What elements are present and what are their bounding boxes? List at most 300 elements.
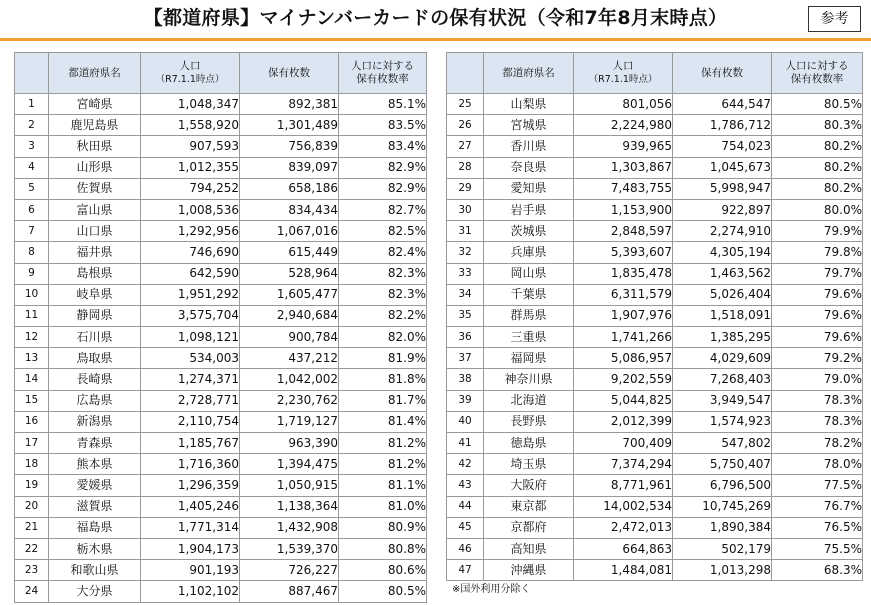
table-row — [15, 581, 427, 602]
table-header-row — [15, 53, 427, 94]
ratio-cell: 80.0% — [772, 199, 863, 220]
header-ratio-line1: 人口に対する — [351, 60, 414, 72]
population-cell: 5,393,607 — [574, 242, 673, 263]
holdings-cell: 1,385,295 — [673, 327, 772, 348]
prefecture-name-cell: 石川県 — [49, 327, 141, 348]
ratio-cell: 82.5% — [339, 221, 427, 242]
header-ratio-line2: 保有枚数率 — [356, 73, 409, 85]
holdings-cell: 10,745,269 — [673, 496, 772, 517]
holdings-cell: 900,784 — [240, 327, 339, 348]
rank-cell: 34 — [447, 284, 484, 305]
prefecture-name-cell: 新潟県 — [49, 411, 141, 432]
rank-cell: 6 — [15, 199, 49, 220]
ratio-cell: 81.1% — [339, 475, 427, 496]
population-cell: 1,185,767 — [141, 433, 240, 454]
population-cell: 907,593 — [141, 136, 240, 157]
rank-cell: 32 — [447, 242, 484, 263]
rank-cell: 1 — [15, 94, 49, 115]
population-cell: 2,012,399 — [574, 411, 673, 432]
prefecture-name-cell: 山形県 — [49, 157, 141, 178]
rank-cell: 14 — [15, 369, 49, 390]
population-cell: 5,044,825 — [574, 390, 673, 411]
prefecture-name-cell: 三重県 — [484, 327, 574, 348]
header-population — [141, 53, 240, 94]
table-row — [15, 178, 427, 199]
table-row — [447, 305, 863, 326]
holdings-cell: 1,890,384 — [673, 517, 772, 538]
population-cell: 1,405,246 — [141, 496, 240, 517]
header-ratio-line2: 保有枚数率 — [790, 73, 844, 85]
ratio-cell: 82.3% — [339, 263, 427, 284]
population-cell: 9,202,559 — [574, 369, 673, 390]
holdings-cell: 658,186 — [240, 178, 339, 199]
ratio-cell: 80.2% — [772, 178, 863, 199]
rank-cell: 35 — [447, 305, 484, 326]
header-rank — [15, 53, 49, 94]
population-cell: 1,835,478 — [574, 263, 673, 284]
ratio-cell: 82.7% — [339, 199, 427, 220]
header-holdings: 保有枚数 — [673, 53, 772, 94]
population-cell: 1,904,173 — [141, 538, 240, 559]
holdings-cell: 437,212 — [240, 348, 339, 369]
table-header-row — [447, 53, 863, 94]
population-cell: 7,374,294 — [574, 454, 673, 475]
rank-cell: 21 — [15, 517, 49, 538]
table-row — [15, 327, 427, 348]
rank-cell: 41 — [447, 433, 484, 454]
header-ratio — [772, 53, 863, 94]
table-row — [447, 369, 863, 390]
ratio-cell: 82.4% — [339, 242, 427, 263]
population-cell: 1,484,081 — [574, 560, 673, 581]
table-row — [447, 560, 863, 581]
ratio-cell: 80.2% — [772, 157, 863, 178]
table-row — [15, 475, 427, 496]
prefecture-name-cell: 高知県 — [484, 538, 574, 559]
holdings-cell: 892,381 — [240, 94, 339, 115]
rank-cell: 23 — [15, 560, 49, 581]
ratio-cell: 80.8% — [339, 538, 427, 559]
ratio-cell: 80.5% — [339, 581, 427, 602]
table-row — [447, 263, 863, 284]
population-cell: 2,848,597 — [574, 221, 673, 242]
prefecture-name-cell: 北海道 — [484, 390, 574, 411]
holdings-cell: 1,605,477 — [240, 284, 339, 305]
rank-cell: 7 — [15, 221, 49, 242]
population-cell: 2,728,771 — [141, 390, 240, 411]
ratio-cell: 81.8% — [339, 369, 427, 390]
table-row — [447, 390, 863, 411]
table-row — [447, 517, 863, 538]
prefecture-name-cell: 徳島県 — [484, 433, 574, 454]
prefecture-name-cell: 広島県 — [49, 390, 141, 411]
ratio-cell: 82.2% — [339, 305, 427, 326]
prefecture-name-cell: 熊本県 — [49, 454, 141, 475]
prefecture-name-cell: 長崎県 — [49, 369, 141, 390]
prefecture-name-cell: 埼玉県 — [484, 454, 574, 475]
holdings-cell: 1,045,673 — [673, 157, 772, 178]
holdings-cell: 726,227 — [240, 560, 339, 581]
holdings-cell: 963,390 — [240, 433, 339, 454]
table-row — [447, 242, 863, 263]
ratio-cell: 81.2% — [339, 454, 427, 475]
holdings-cell: 1,138,364 — [240, 496, 339, 517]
rank-cell: 40 — [447, 411, 484, 432]
holdings-cell: 7,268,403 — [673, 369, 772, 390]
population-cell: 3,575,704 — [141, 305, 240, 326]
title-divider — [0, 38, 871, 41]
prefecture-name-cell: 福井県 — [49, 242, 141, 263]
header-population — [574, 53, 673, 94]
holdings-cell: 1,539,370 — [240, 538, 339, 559]
table-row — [447, 94, 863, 115]
table-row — [15, 305, 427, 326]
rank-cell: 36 — [447, 327, 484, 348]
prefecture-name-cell: 兵庫県 — [484, 242, 574, 263]
population-cell: 664,863 — [574, 538, 673, 559]
header-holdings: 保有枚数 — [240, 53, 339, 94]
population-cell: 801,056 — [574, 94, 673, 115]
ratio-cell: 76.5% — [772, 517, 863, 538]
ratio-cell: 83.5% — [339, 115, 427, 136]
holdings-cell: 834,434 — [240, 199, 339, 220]
prefecture-name-cell: 沖縄県 — [484, 560, 574, 581]
ratio-cell: 79.7% — [772, 263, 863, 284]
rank-cell: 45 — [447, 517, 484, 538]
population-cell: 1,951,292 — [141, 284, 240, 305]
ratio-cell: 78.0% — [772, 454, 863, 475]
table-row — [447, 454, 863, 475]
prefecture-name-cell: 東京都 — [484, 496, 574, 517]
prefecture-name-cell: 鹿児島県 — [49, 115, 141, 136]
holdings-cell: 754,023 — [673, 136, 772, 157]
rank-cell: 18 — [15, 454, 49, 475]
table-row — [15, 157, 427, 178]
population-cell: 1,907,976 — [574, 305, 673, 326]
prefecture-name-cell: 岡山県 — [484, 263, 574, 284]
holdings-cell: 2,274,910 — [673, 221, 772, 242]
prefecture-name-cell: 佐賀県 — [49, 178, 141, 199]
holdings-cell: 1,013,298 — [673, 560, 772, 581]
rank-cell: 30 — [447, 199, 484, 220]
population-cell: 746,690 — [141, 242, 240, 263]
prefecture-name-cell: 青森県 — [49, 433, 141, 454]
prefecture-name-cell: 富山県 — [49, 199, 141, 220]
holdings-cell: 1,786,712 — [673, 115, 772, 136]
ratio-cell: 80.2% — [772, 136, 863, 157]
table-row — [15, 348, 427, 369]
rank-cell: 44 — [447, 496, 484, 517]
rank-cell: 19 — [15, 475, 49, 496]
rank-cell: 47 — [447, 560, 484, 581]
holdings-cell: 839,097 — [240, 157, 339, 178]
ratio-cell: 77.5% — [772, 475, 863, 496]
table-row — [447, 199, 863, 220]
rank-cell: 22 — [15, 538, 49, 559]
ratio-cell: 85.1% — [339, 94, 427, 115]
holdings-cell: 5,998,947 — [673, 178, 772, 199]
prefecture-name-cell: 鳥取県 — [49, 348, 141, 369]
population-cell: 2,224,980 — [574, 115, 673, 136]
population-cell: 700,409 — [574, 433, 673, 454]
population-cell: 1,012,355 — [141, 157, 240, 178]
holdings-cell: 1,042,002 — [240, 369, 339, 390]
table-row — [15, 538, 427, 559]
population-cell: 2,110,754 — [141, 411, 240, 432]
prefecture-name-cell: 山梨県 — [484, 94, 574, 115]
ratio-cell: 79.2% — [772, 348, 863, 369]
ratio-cell: 81.0% — [339, 496, 427, 517]
prefecture-name-cell: 山口県 — [49, 221, 141, 242]
table-row — [15, 242, 427, 263]
table-row — [15, 454, 427, 475]
table-row — [447, 411, 863, 432]
table-row — [15, 369, 427, 390]
prefecture-name-cell: 栃木県 — [49, 538, 141, 559]
ratio-cell: 82.3% — [339, 284, 427, 305]
rank-cell: 12 — [15, 327, 49, 348]
table-row — [15, 411, 427, 432]
ratio-cell: 81.9% — [339, 348, 427, 369]
ratio-cell: 79.6% — [772, 327, 863, 348]
rank-cell: 16 — [15, 411, 49, 432]
table-row — [447, 327, 863, 348]
holdings-cell: 1,050,915 — [240, 475, 339, 496]
holdings-cell: 5,750,407 — [673, 454, 772, 475]
population-cell: 14,002,534 — [574, 496, 673, 517]
prefecture-name-cell: 長野県 — [484, 411, 574, 432]
rank-cell: 31 — [447, 221, 484, 242]
prefecture-name-cell: 滋賀県 — [49, 496, 141, 517]
prefecture-name-cell: 群馬県 — [484, 305, 574, 326]
holdings-cell: 5,026,404 — [673, 284, 772, 305]
prefecture-name-cell: 奈良県 — [484, 157, 574, 178]
population-cell: 1,008,536 — [141, 199, 240, 220]
header-rank — [447, 53, 484, 94]
holdings-cell: 1,518,091 — [673, 305, 772, 326]
table-row — [15, 221, 427, 242]
prefecture-name-cell: 和歌山県 — [49, 560, 141, 581]
holdings-cell: 1,574,923 — [673, 411, 772, 432]
rank-cell: 17 — [15, 433, 49, 454]
rank-cell: 5 — [15, 178, 49, 199]
prefecture-name-cell: 岐阜県 — [49, 284, 141, 305]
ratio-cell: 80.9% — [339, 517, 427, 538]
rank-cell: 38 — [447, 369, 484, 390]
population-cell: 1,741,266 — [574, 327, 673, 348]
prefecture-name-cell: 静岡県 — [49, 305, 141, 326]
population-cell: 794,252 — [141, 178, 240, 199]
rank-cell: 39 — [447, 390, 484, 411]
ratio-cell: 80.3% — [772, 115, 863, 136]
holdings-cell: 887,467 — [240, 581, 339, 602]
ratio-cell: 68.3% — [772, 560, 863, 581]
prefecture-name-cell: 宮城県 — [484, 115, 574, 136]
ratio-cell: 75.5% — [772, 538, 863, 559]
ratio-cell: 79.0% — [772, 369, 863, 390]
ratio-cell: 82.0% — [339, 327, 427, 348]
prefecture-name-cell: 秋田県 — [49, 136, 141, 157]
holdings-cell: 4,305,194 — [673, 242, 772, 263]
ratio-cell: 82.9% — [339, 178, 427, 199]
rank-cell: 8 — [15, 242, 49, 263]
rank-cell: 28 — [447, 157, 484, 178]
population-cell: 1,292,956 — [141, 221, 240, 242]
header-population-sub: （R7.1.1時点） — [155, 74, 225, 85]
rank-cell: 25 — [447, 94, 484, 115]
rank-cell: 24 — [15, 581, 49, 602]
rank-cell: 9 — [15, 263, 49, 284]
population-cell: 534,003 — [141, 348, 240, 369]
table-row — [15, 433, 427, 454]
prefecture-name-cell: 福島県 — [49, 517, 141, 538]
table-row — [447, 178, 863, 199]
rank-cell: 29 — [447, 178, 484, 199]
prefecture-name-cell: 宮崎県 — [49, 94, 141, 115]
prefecture-table-right — [446, 52, 863, 581]
population-cell: 939,965 — [574, 136, 673, 157]
population-cell: 1,153,900 — [574, 199, 673, 220]
holdings-cell: 615,449 — [240, 242, 339, 263]
table-row — [15, 199, 427, 220]
table-row — [447, 136, 863, 157]
table-row — [447, 348, 863, 369]
ratio-cell: 79.9% — [772, 221, 863, 242]
prefecture-name-cell: 島根県 — [49, 263, 141, 284]
table-row — [447, 433, 863, 454]
ratio-cell: 79.6% — [772, 284, 863, 305]
rank-cell: 33 — [447, 263, 484, 284]
header-population-sub: （R7.1.1時点） — [588, 74, 658, 85]
rank-cell: 26 — [447, 115, 484, 136]
ratio-cell: 78.2% — [772, 433, 863, 454]
prefecture-name-cell: 岩手県 — [484, 199, 574, 220]
table-row — [447, 475, 863, 496]
ratio-cell: 83.4% — [339, 136, 427, 157]
rank-cell: 3 — [15, 136, 49, 157]
rank-cell: 46 — [447, 538, 484, 559]
prefecture-name-cell: 香川県 — [484, 136, 574, 157]
holdings-cell: 1,301,489 — [240, 115, 339, 136]
population-cell: 1,098,121 — [141, 327, 240, 348]
ratio-cell: 78.3% — [772, 411, 863, 432]
population-cell: 1,558,920 — [141, 115, 240, 136]
table-row — [15, 94, 427, 115]
table-row — [447, 115, 863, 136]
ratio-cell: 80.5% — [772, 94, 863, 115]
population-cell: 7,483,755 — [574, 178, 673, 199]
header-ratio — [339, 53, 427, 94]
population-cell: 1,303,867 — [574, 157, 673, 178]
prefecture-name-cell: 大分県 — [49, 581, 141, 602]
population-cell: 1,296,359 — [141, 475, 240, 496]
header-population-label: 人口 — [179, 60, 201, 72]
table-row — [15, 115, 427, 136]
rank-cell: 13 — [15, 348, 49, 369]
ratio-cell: 79.6% — [772, 305, 863, 326]
ratio-cell: 82.9% — [339, 157, 427, 178]
ratio-cell: 81.2% — [339, 433, 427, 454]
ratio-cell: 81.4% — [339, 411, 427, 432]
holdings-cell: 6,796,500 — [673, 475, 772, 496]
table-row — [15, 136, 427, 157]
prefecture-name-cell: 千葉県 — [484, 284, 574, 305]
population-cell: 2,472,013 — [574, 517, 673, 538]
table-row — [447, 221, 863, 242]
rank-cell: 27 — [447, 136, 484, 157]
holdings-cell: 922,897 — [673, 199, 772, 220]
table-row — [15, 496, 427, 517]
ratio-cell: 80.6% — [339, 560, 427, 581]
prefecture-name-cell: 大阪府 — [484, 475, 574, 496]
ratio-cell: 78.3% — [772, 390, 863, 411]
rank-cell: 43 — [447, 475, 484, 496]
holdings-cell: 2,230,762 — [240, 390, 339, 411]
population-cell: 1,274,371 — [141, 369, 240, 390]
table-row — [15, 517, 427, 538]
population-cell: 1,048,347 — [141, 94, 240, 115]
population-cell: 1,771,314 — [141, 517, 240, 538]
holdings-cell: 4,029,609 — [673, 348, 772, 369]
population-cell: 8,771,961 — [574, 475, 673, 496]
prefecture-name-cell: 茨城県 — [484, 221, 574, 242]
holdings-cell: 502,179 — [673, 538, 772, 559]
table-row — [15, 560, 427, 581]
page-title: 【都道府県】マイナンバーカードの保有状況（令和7年8月末時点） — [143, 7, 728, 29]
holdings-cell: 2,940,684 — [240, 305, 339, 326]
table-row — [447, 496, 863, 517]
rank-cell: 37 — [447, 348, 484, 369]
rank-cell: 42 — [447, 454, 484, 475]
prefecture-name-cell: 神奈川県 — [484, 369, 574, 390]
table-row — [15, 263, 427, 284]
footnote: ※国外利用分除く — [452, 584, 531, 595]
holdings-cell: 1,719,127 — [240, 411, 339, 432]
prefecture-name-cell: 愛媛県 — [49, 475, 141, 496]
header-ratio-line1: 人口に対する — [785, 60, 849, 72]
prefecture-name-cell: 愛知県 — [484, 178, 574, 199]
ratio-cell: 81.7% — [339, 390, 427, 411]
prefecture-table-left — [14, 52, 427, 603]
rank-cell: 15 — [15, 390, 49, 411]
holdings-cell: 1,067,016 — [240, 221, 339, 242]
header-population-label: 人口 — [612, 60, 634, 72]
table-row — [15, 284, 427, 305]
holdings-cell: 1,394,475 — [240, 454, 339, 475]
holdings-cell: 1,463,562 — [673, 263, 772, 284]
prefecture-name-cell: 京都府 — [484, 517, 574, 538]
population-cell: 1,102,102 — [141, 581, 240, 602]
header-prefecture: 都道府県名 — [49, 53, 141, 94]
population-cell: 901,193 — [141, 560, 240, 581]
rank-cell: 11 — [15, 305, 49, 326]
population-cell: 642,590 — [141, 263, 240, 284]
reference-badge: 参考 — [808, 6, 861, 32]
prefecture-name-cell: 福岡県 — [484, 348, 574, 369]
holdings-cell: 528,964 — [240, 263, 339, 284]
rank-cell: 4 — [15, 157, 49, 178]
holdings-cell: 547,802 — [673, 433, 772, 454]
holdings-cell: 1,432,908 — [240, 517, 339, 538]
rank-cell: 20 — [15, 496, 49, 517]
table-row — [447, 284, 863, 305]
rank-cell: 10 — [15, 284, 49, 305]
table-row — [447, 538, 863, 559]
table-row — [447, 157, 863, 178]
ratio-cell: 76.7% — [772, 496, 863, 517]
population-cell: 1,716,360 — [141, 454, 240, 475]
table-row — [15, 390, 427, 411]
